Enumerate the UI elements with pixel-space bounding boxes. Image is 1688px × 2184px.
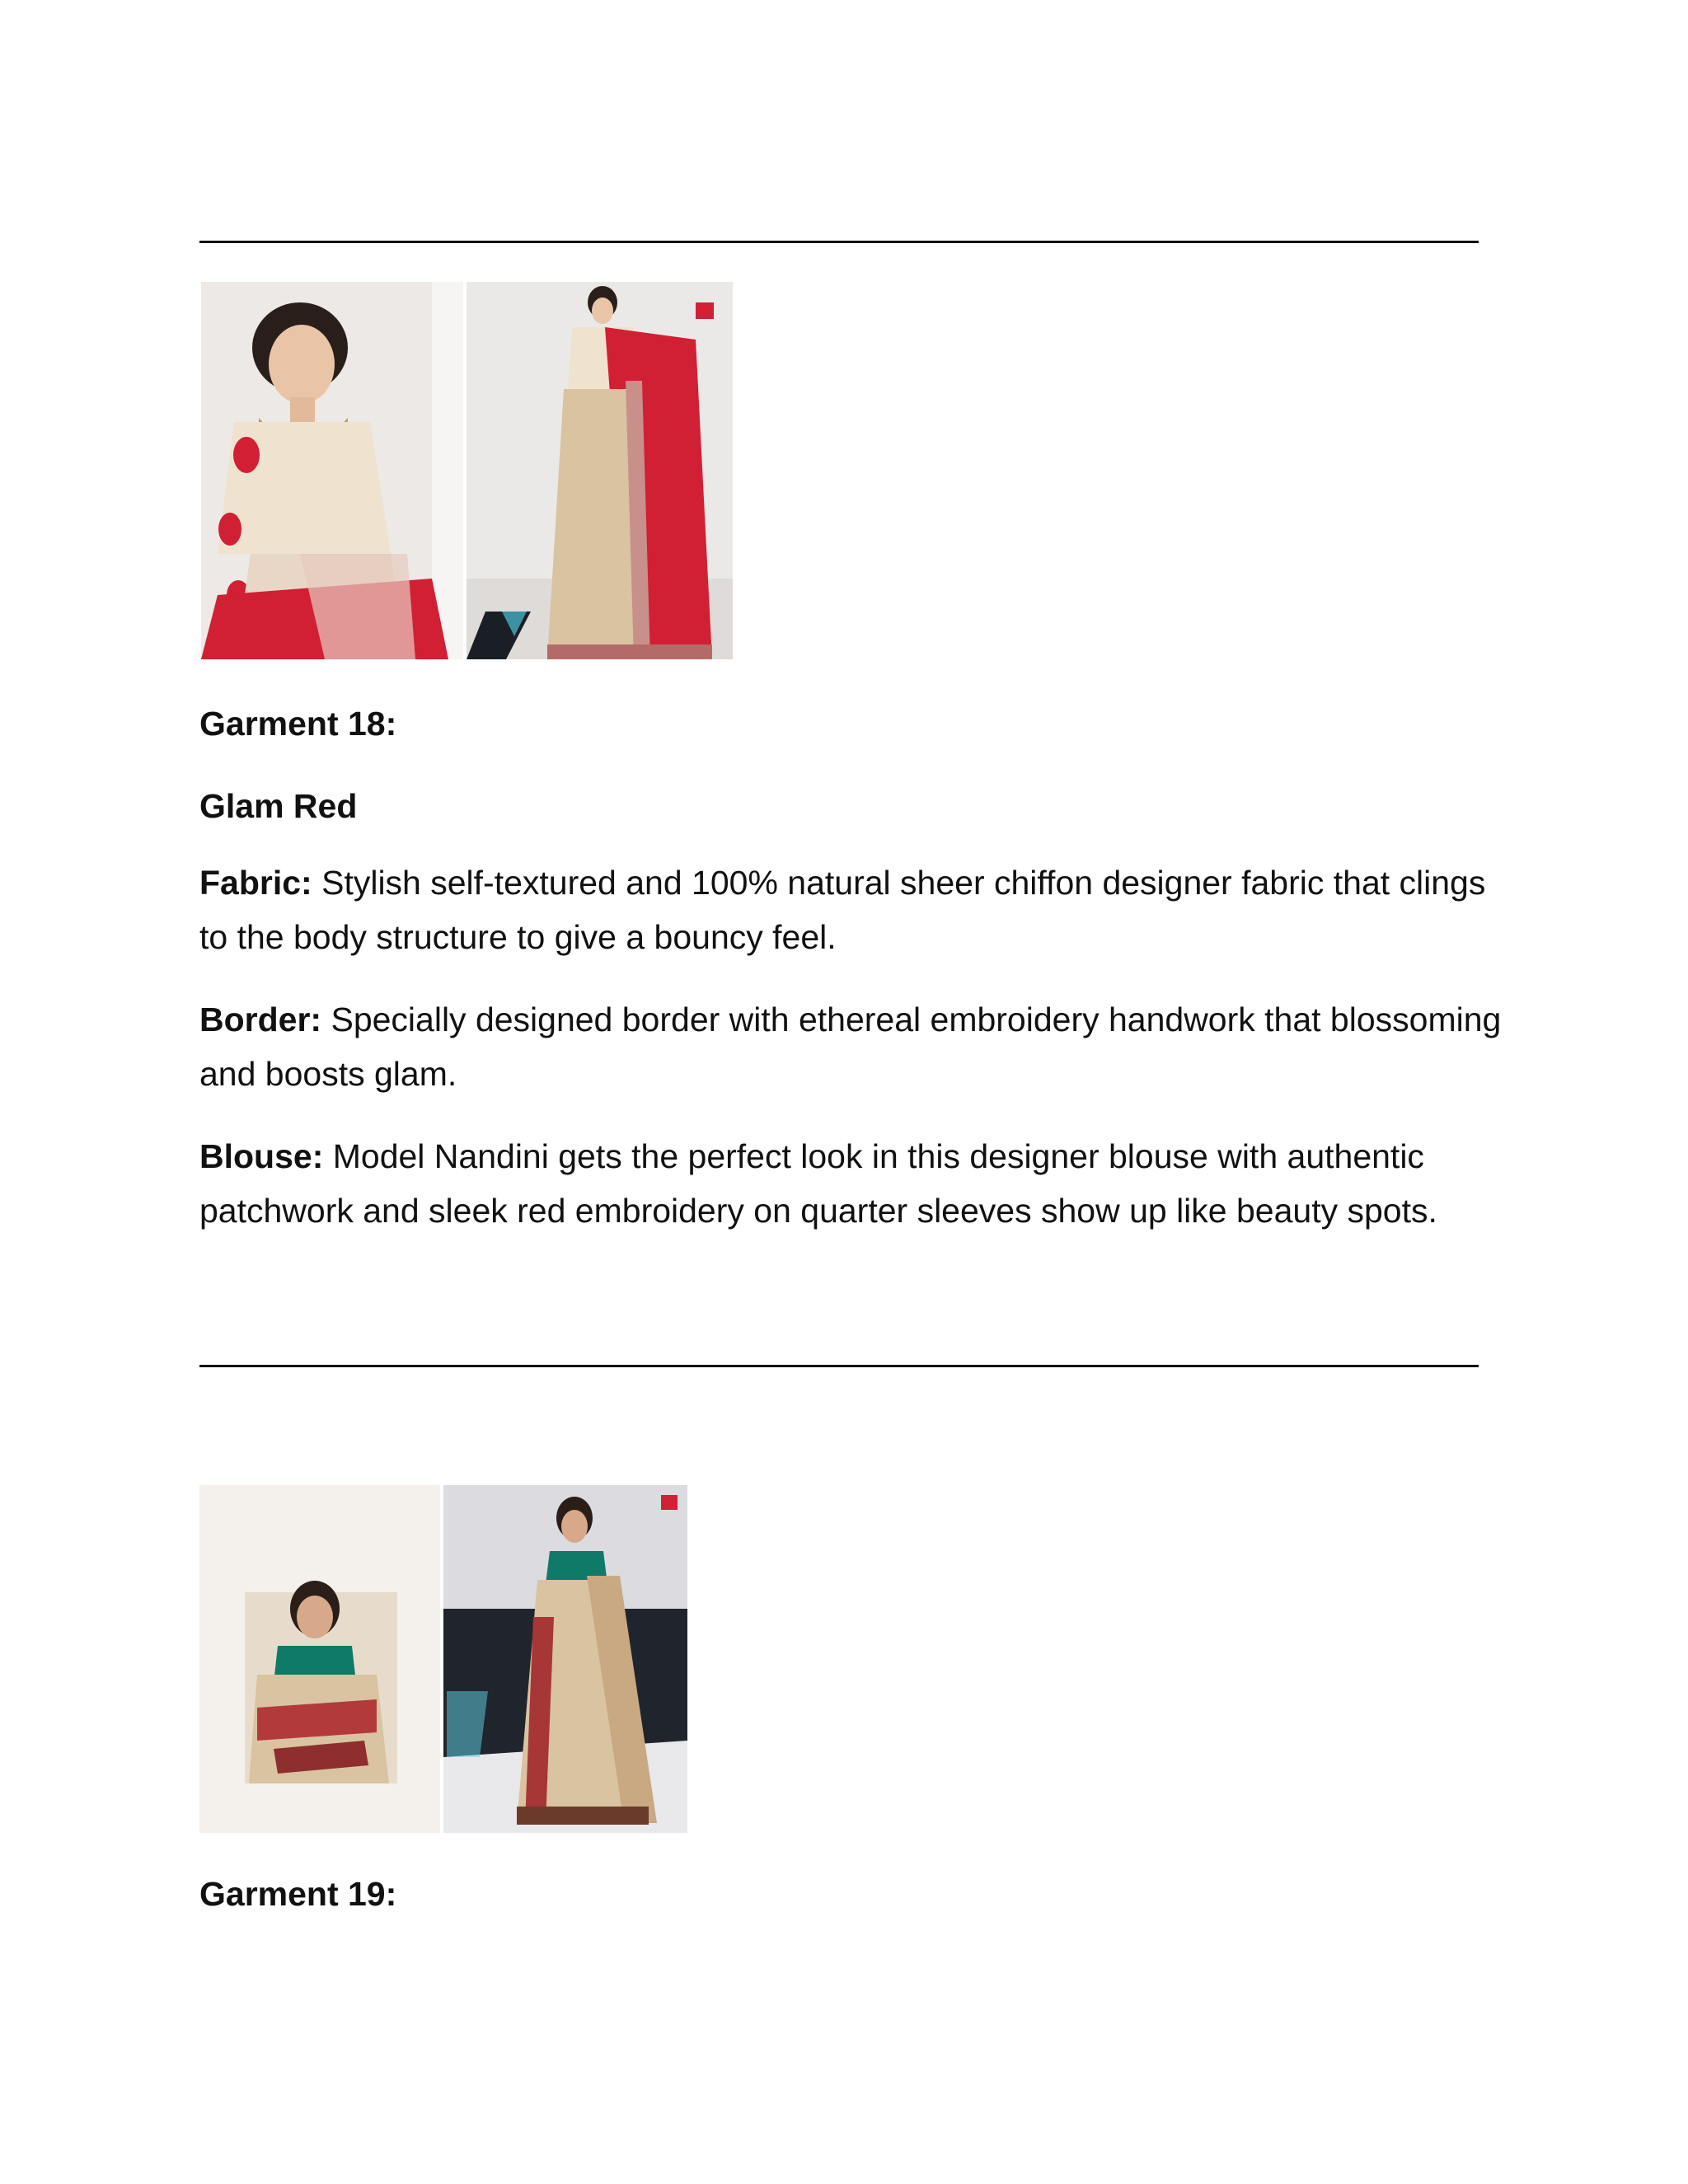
blouse-label: Blouse: (199, 1137, 324, 1175)
blouse-paragraph (199, 1129, 1502, 1238)
border-text: Specially designed border with ethereal embroidery handwork that blossoming and boosts glam. (199, 1001, 1502, 1093)
garment-18-photo (201, 282, 733, 659)
fabric-label: Fabric: (199, 864, 312, 902)
border-paragraph (199, 992, 1502, 1101)
garment-19-photo (199, 1485, 687, 1833)
separator-line-bottom (199, 1365, 1479, 1367)
garment-18-heading: Garment 18: (199, 705, 397, 743)
border-label: Border: (199, 1001, 322, 1038)
garment-18-name: Glam Red (199, 787, 358, 825)
garment-18-image (201, 282, 733, 659)
garment-19-image (199, 1485, 687, 1833)
garment-19-heading: Garment 19: (199, 1875, 397, 1913)
separator-line-top (199, 241, 1479, 243)
fabric-text: Stylish self-textured and 100% natural sheer chiffon designer fabric that clings to the body structure to give a bouncy feel. (199, 864, 1486, 956)
fabric-paragraph (199, 855, 1502, 964)
blouse-text: Model Nandini gets the perfect look in this designer blouse with authentic patchwork and sleek red embroidery on quarter sleeves show up like beauty spots. (199, 1137, 1437, 1230)
